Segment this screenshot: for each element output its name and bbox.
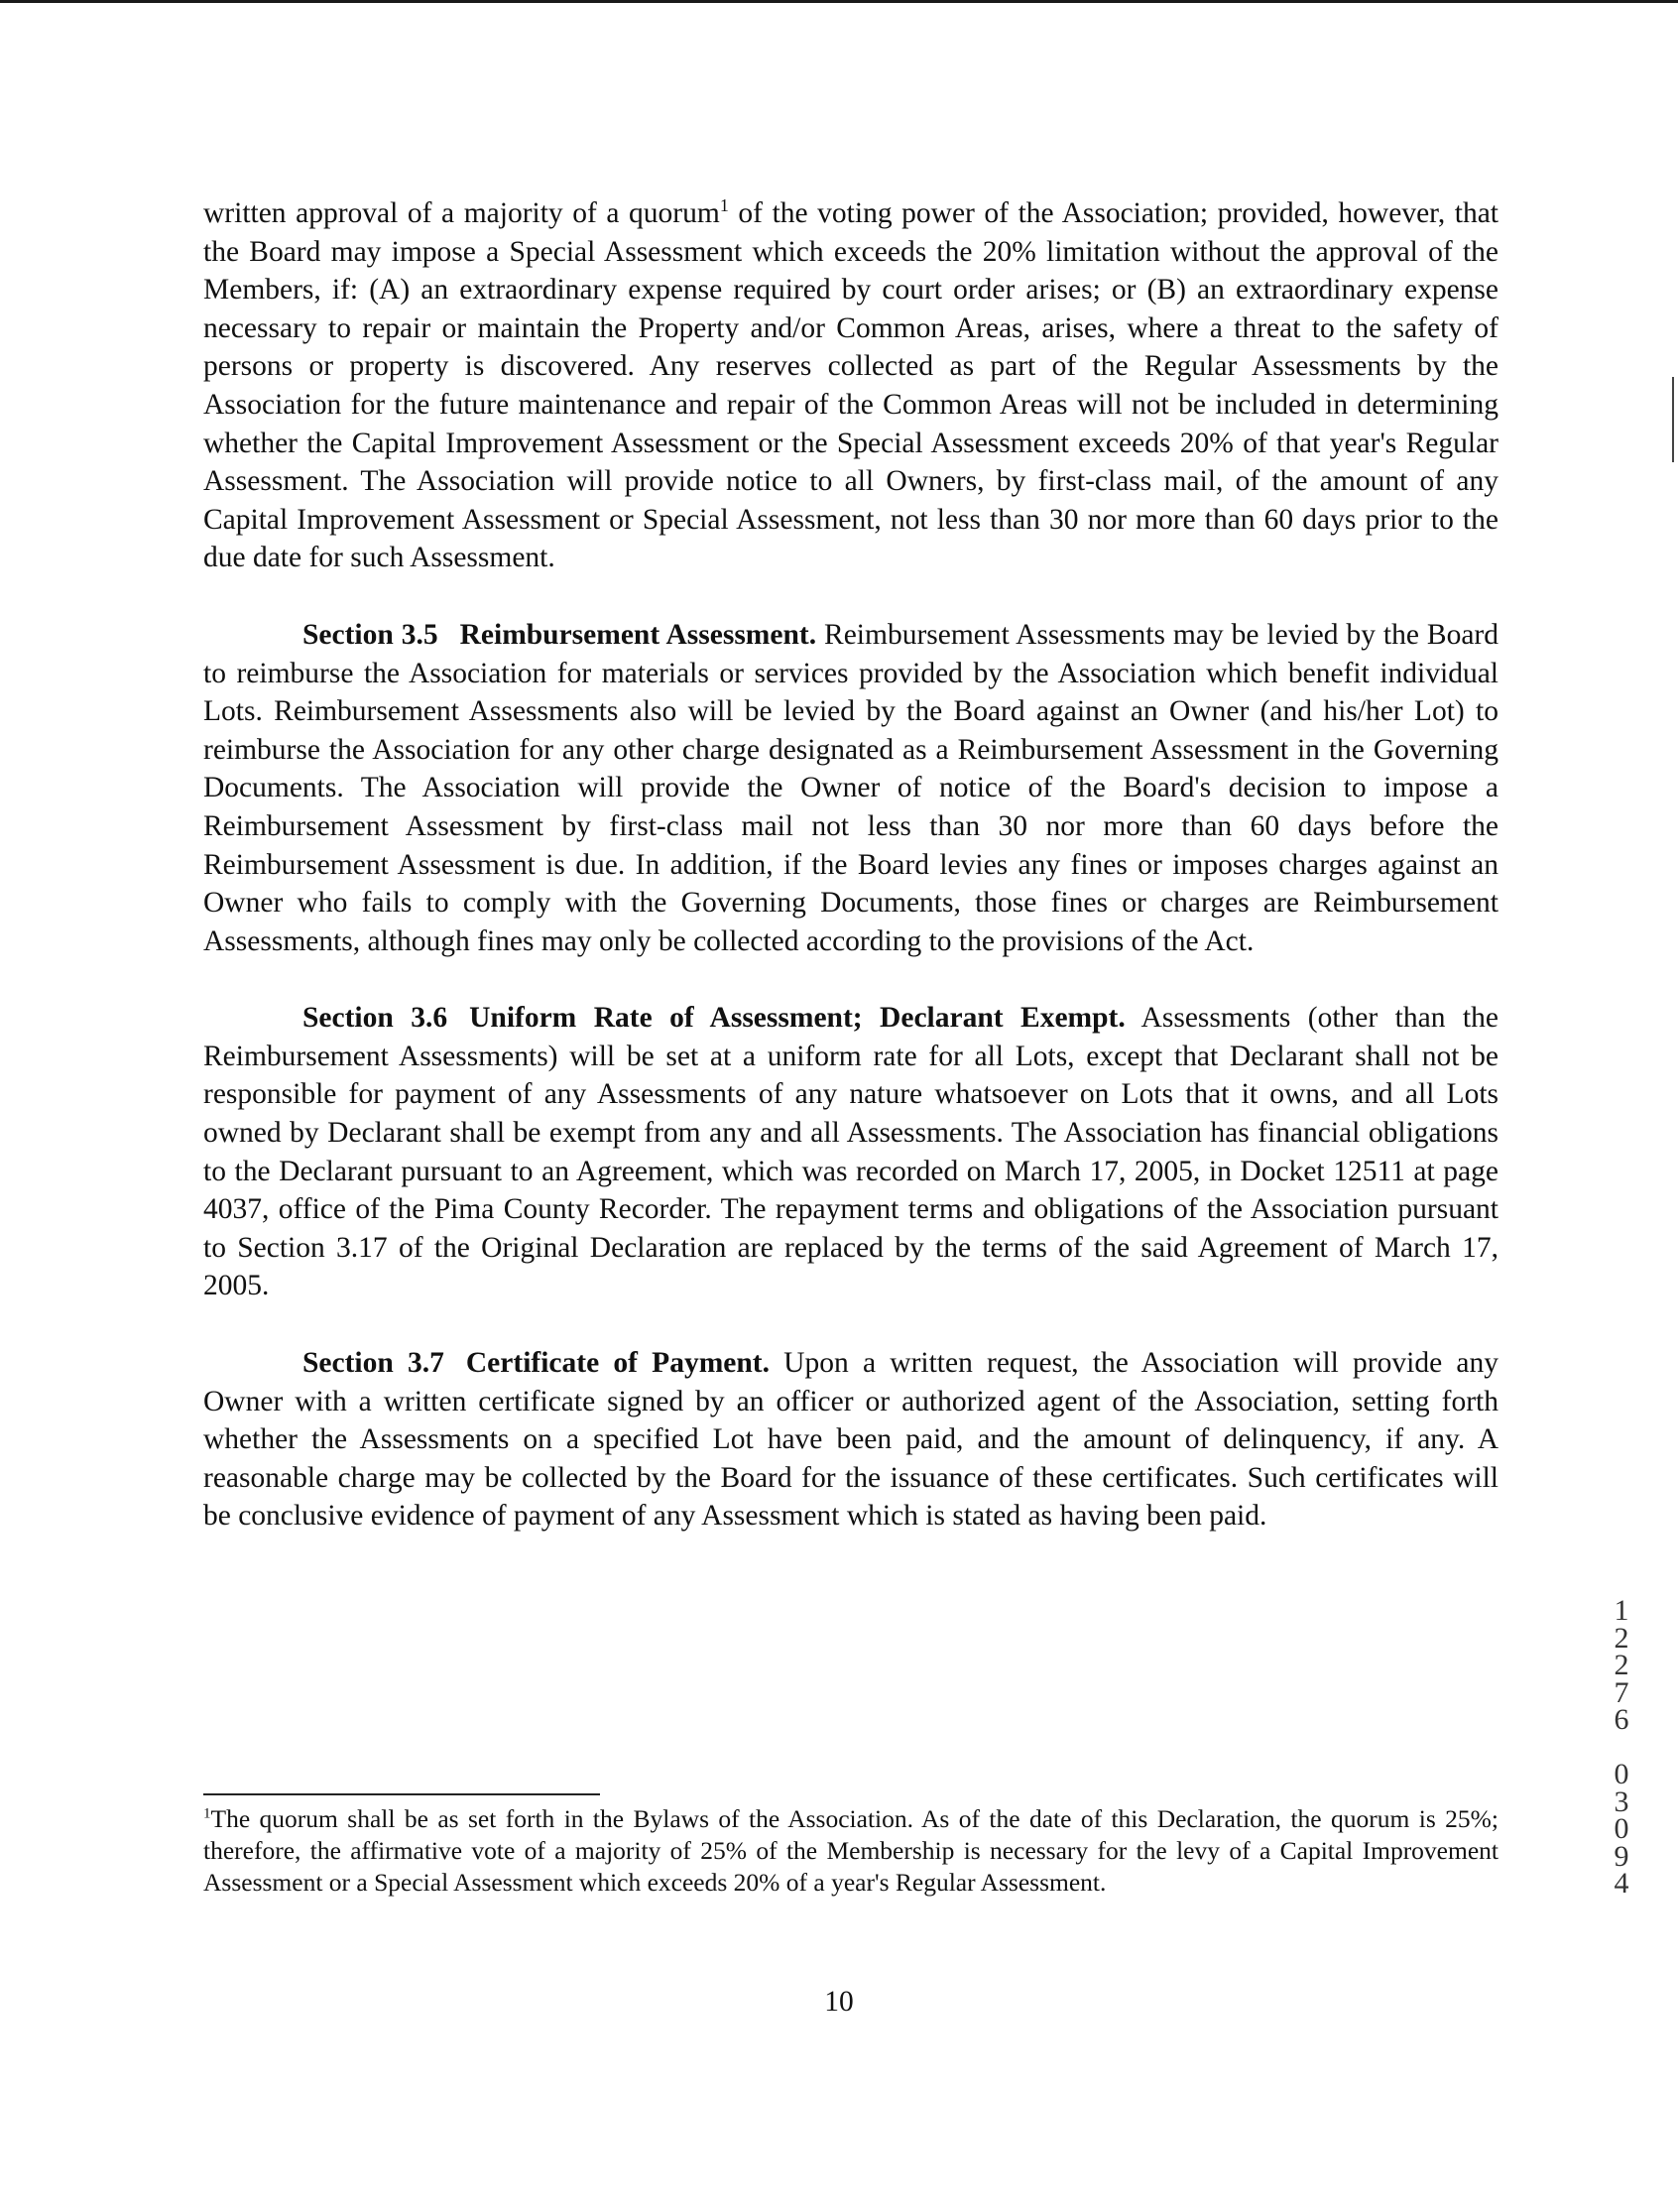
stamp-char: 2: [1614, 1649, 1629, 1681]
section-text: Upon a written request, the Association will provide any Owner with a written certificate signed by an officer or authorized agent of the Association, setting forth whether the Assessments on a specified Lot have been paid, and the amount of delinquency, if any. A reasonable charge may be collected by the Board for the issuance of these certificates. Such certificates will be conclusive evidence of payment of any Assessment which is stated as having been paid.: [203, 1347, 1498, 1533]
section-paragraph-3-7: [203, 1344, 1498, 1536]
section-number: Section 3.6: [302, 1002, 448, 1035]
section-title: Uniform Rate of Assessment; Declarant Exempt.: [469, 1002, 1126, 1035]
section-title: Certificate of Payment.: [465, 1347, 770, 1380]
page-number: 10: [824, 1986, 854, 2018]
stamp-char: 3: [1614, 1784, 1629, 1818]
footnote-marker: 1: [203, 1805, 211, 1822]
section-paragraph-3-6: [203, 999, 1498, 1305]
footnote-text: The quorum shall be as set forth in the Bylaws of the Association. As of the date of this Declaration, the quorum is 25%; therefore, the affirmative vote of a majority of 25% of the Membership is necessary for the levy of a Capital Improvement Assessment or a Special Assessment which exceeds 20% of a year's Regular Assessment.: [203, 1804, 1498, 1897]
stamp-gap: [1602, 1734, 1641, 1762]
section-number: Section 3.7: [302, 1347, 444, 1380]
stamp-char: 7: [1614, 1675, 1629, 1709]
scan-margin-mark: [1672, 377, 1674, 462]
section-number: Section 3.5: [302, 618, 438, 651]
section-title: Reimbursement Assessment.: [459, 618, 817, 651]
document-page-body: [203, 194, 1498, 1536]
stamp-char: 4: [1614, 1867, 1629, 1900]
stamp-char: 9: [1614, 1839, 1629, 1873]
paragraph-text: of the voting power of the Association; provided, however, that the Board may impose a Special Assessment which exceeds the 20% limitation without the approval of the Members, if: (A) an extraordinary expense required by court order arises; or (B) an extraordinary expense necessary to repair or maintain the Property and/or Common Areas, arises, where a threat to the safety of persons or property is discovered. Any reserves collected as part of the Regular Assessments by the Association for the future maintenance and repair of the Common Areas will not be included in determining whether the Capital Improvement Assessment or the Special Assessment exceeds 20% of that year's Regular Assessment. The Association will provide notice to all Owners, by first-class mail, of the amount of any Capital Improvement Assessment or Special Assessment, not less than 30 nor more than 60 days prior to the due date for such Assessment.: [203, 197, 1499, 574]
footnote: [203, 1803, 1498, 1899]
footnote-reference: 1: [719, 195, 729, 216]
stamp-char: 6: [1614, 1703, 1629, 1736]
footnote-divider: [203, 1793, 600, 1795]
section-text: Reimbursement Assessments may be levied by the Board to reimburse the Association for materials or services provided by the Association which benefit individual Lots. Reimbursement Assessments also will be levied by the Board against an Owner (and his/her Lot) to reimburse the Association for any other charge designated as a Reimbursement Assessment in the Governing Documents. The Association will provide the Owner of notice of the Board's decision to impose a Reimbursement Assessment by first-class mail not less than 30 nor more than 60 days before the Reimbursement Assessment is due. In addition, if the Board levies any fines or imposes charges against an Owner who fails to comply with the Governing Documents, those fines or charges are Reimbursement Assessments, although fines may only be collected according to the provisions of the Act.: [203, 618, 1498, 957]
continued-paragraph: [203, 194, 1498, 577]
stamp-char: 0: [1614, 1758, 1629, 1790]
section-paragraph-3-5: [203, 616, 1498, 960]
paragraph-text: written approval of a majority of a quorum: [203, 197, 720, 229]
stamp-char: 1: [1614, 1594, 1629, 1627]
stamp-char: 0: [1614, 1812, 1629, 1845]
section-text: Assessments (other than the Reimbursement Assessments) will be set at a uniform rate for all Lots, except that Declarant shall not be responsible for payment of any Assessments of any nature whatsoever on Lots that it owns, and all Lots owned by Declarant shall be exempt from any and all Assessments. The Association has financial obligations to the Declarant pursuant to an Agreement, which was recorded on March 17, 2005, in Docket 12511 at page 4037, office of the Pima County Recorder. The repayment terms and obligations of the Association pursuant to Section 3.17 of the Original Declaration are replaced by the terms of the said Agreement of March 17, 2005.: [203, 1002, 1498, 1302]
scan-edge-line: [0, 0, 1678, 3]
stamp-char: 2: [1614, 1621, 1629, 1655]
recording-number-stamp: [1602, 1594, 1641, 1900]
